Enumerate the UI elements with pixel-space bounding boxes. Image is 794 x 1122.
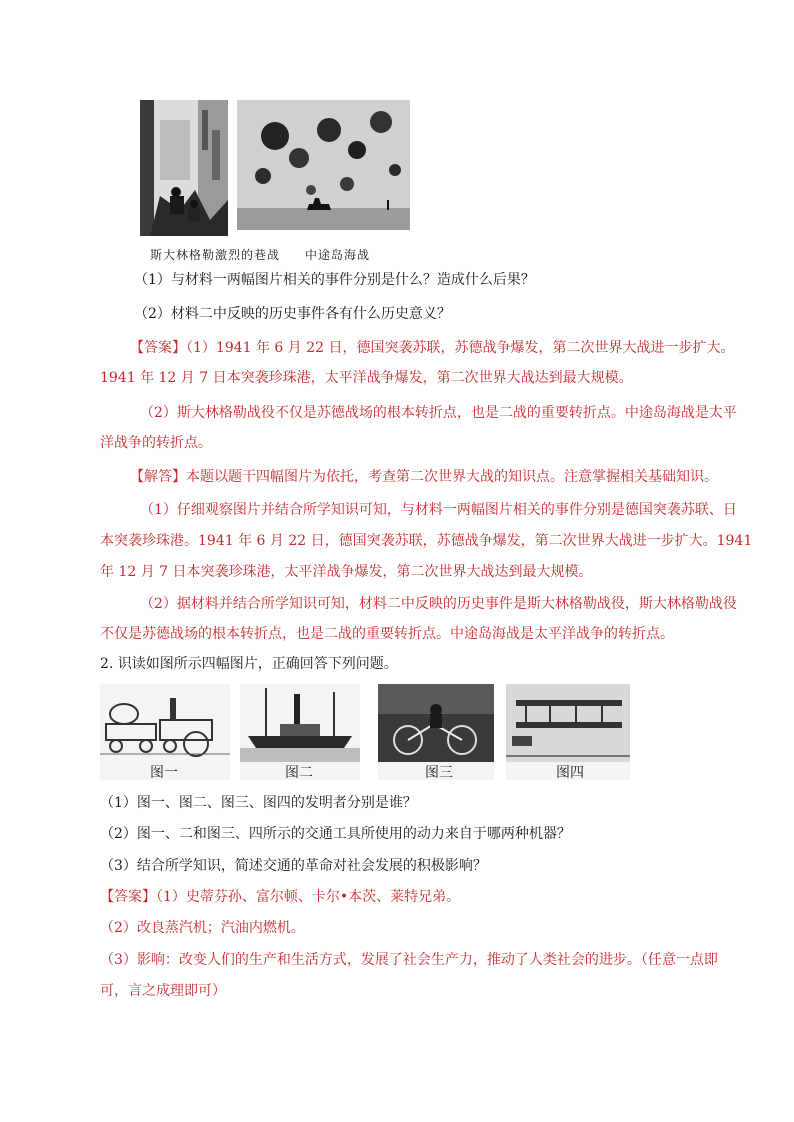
q1-question-1: （1）与材料一两幅图片相关的事件分别是什么？造成什么后果？ [134, 272, 535, 288]
midway-caption: 中途岛海战 [305, 248, 371, 262]
q1-analysis-line-6: 不仅是苏德战场的根本转折点，也是二战的重要转折点。中途岛海战是太平洋战争的转折点。 [100, 626, 674, 642]
q2-answer-line-2: （2）改良蒸汽机；汽油内燃机。 [100, 920, 305, 936]
q1-question-2: （2）材料二中反映的历史事件各有什么历史意义？ [134, 306, 451, 322]
q2-question-3: （3）结合所学知识，简述交通的革命对社会发展的积极影响？ [100, 858, 487, 874]
q2-answer-line-3: （3）影响：改变人们的生产和生活方式，发展了社会生产力，推动了人类社会的进步。（任意一点即 [100, 952, 718, 968]
q2-question-2: （2）图一、二和图三、四所示的交通工具所使用的动力来自于哪两种机器？ [100, 826, 571, 842]
q1-analysis-label: 【解答】 [130, 469, 186, 485]
q2-stem: 2. 识读如图所示四幅图片，正确回答下列问题。 [100, 656, 398, 672]
figure-2-label: 图二 [285, 764, 313, 780]
q2-answer-line-4: 可，言之成理即可） [100, 983, 226, 999]
q1-answer-line-1: 【答案】（1）1941 年 6 月 22 日，德国突袭苏联，苏德战争爆发，第二次世界大战进一步扩大。 [130, 340, 735, 356]
q2-question-1: （1）图一、图二、图三、图四的发明者分别是谁？ [100, 795, 417, 811]
figure-3-label: 图三 [425, 764, 453, 780]
q1-analysis-line-2: （1）仔细观察图片并结合所学知识可知，与材料一两幅图片相关的事件分别是德国突袭苏联、日 [140, 502, 737, 518]
q1-analysis-line-1: 【解答】本题以题干四幅图片为依托，考查第二次世界大战的知识点。注意掌握相关基础知识。 [130, 469, 718, 485]
q1-answer-line-3: （2）斯大林格勒战役不仅是苏德战场的根本转折点，也是二战的重要转折点。中途岛海战是太平 [140, 405, 737, 421]
stalingrad-photo [140, 100, 228, 236]
figure-4-label: 图四 [556, 764, 584, 780]
q1-analysis-line-3: 本突袭珍珠港。1941 年 6 月 22 日，德国突袭苏联，苏德战争爆发，第二次世界大战进一步扩大。1941 [100, 533, 753, 549]
q2-answer-label: 【答案】 [100, 889, 156, 905]
q1-answer-line-2: 1941 年 12 月 7 日本突袭珍珠港，太平洋战争爆发，第二次世界大战达到最大规模。 [100, 370, 633, 386]
midway-photo [237, 100, 410, 230]
figure-1-label: 图一 [150, 764, 178, 780]
q1-analysis-line-5: （2）据材料并结合所学知识可知，材料二中反映的历史事件是斯大林格勒战役，斯大林格勒战役 [140, 596, 737, 612]
q1-analysis-line-4: 年 12 月 7 日本突袭珍珠港，太平洋战争爆发，第二次世界大战达到最大规模。 [100, 564, 593, 580]
stalingrad-caption: 斯大林格勒激烈的巷战 [150, 248, 281, 262]
q1-answer-line-4: 洋战争的转折点。 [100, 435, 212, 451]
q1-answer-label: 【答案】 [130, 340, 186, 356]
q2-answer-line-1: 【答案】（1）史蒂芬孙、富尔顿、卡尔•本茨、莱特兄弟。 [100, 889, 461, 905]
